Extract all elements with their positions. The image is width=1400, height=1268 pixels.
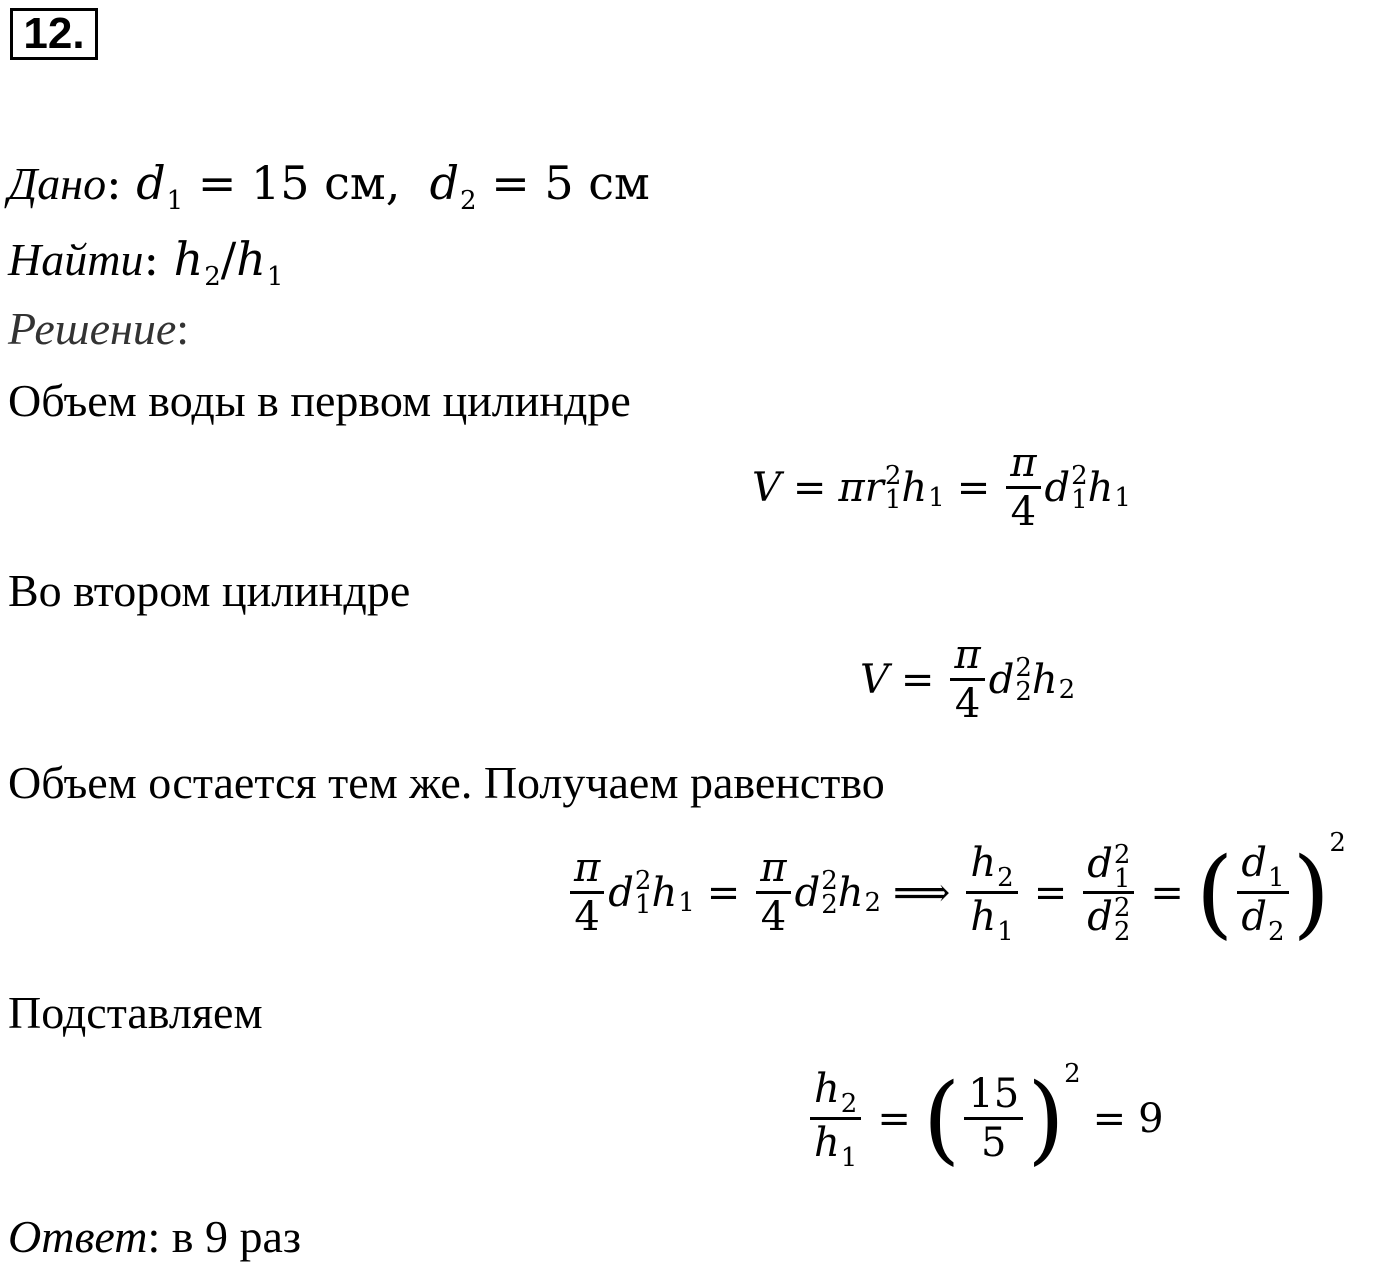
given-line: Дано: $d_1 = 15$ см, $d_2 = 5$ см — [8, 156, 650, 216]
solution-line: Решение: — [8, 303, 190, 354]
text-substitute: Подставляем — [8, 987, 263, 1038]
problem-number: 12. — [10, 8, 98, 60]
answer-label: Ответ — [8, 1211, 148, 1262]
solution-label: Решение — [8, 303, 177, 354]
given-d2: 5 см — [544, 156, 650, 210]
given-label: Дано — [8, 158, 107, 209]
given-d1: 15 см — [251, 156, 386, 210]
formula-volume-second: V = $\frac{\pi}{4}$ d 2 2 h 2 — [860, 632, 1076, 727]
formula-substitution: $\frac{h_2}{h_1}$ = ( $\frac{15}{5}$ ) 2 = 9 — [806, 1066, 1164, 1171]
find-label: Найти — [8, 234, 144, 285]
answer-line: Ответ: в 9 раз — [8, 1211, 302, 1262]
formula-volume-first: V = πr 2 1 h 1 = $\frac{\pi}{4}$ d 2 1 h 1 — [752, 440, 1131, 535]
find-line: Найти: $h_2/h_1$ — [8, 232, 284, 292]
text-first-cylinder: Объем воды в первом цилиндре — [8, 375, 631, 426]
substitution-denominator: 5 — [981, 1120, 1007, 1166]
text-second-cylinder: Во втором цилиндре — [8, 565, 411, 616]
substitution-result: 9 — [1138, 1095, 1164, 1142]
formula-equality: $\frac{\pi}{4}$ d 2 1 h 1 = $\frac{\pi}{4}$ d 2 2 h 2 ⟹ $\frac{h_2}{h_1}$ = d 2 1 d 2 2 = ( $\frac{d_1}{d_2}$ ) 2 — [566, 840, 1330, 945]
answer-value: в 9 раз — [171, 1211, 302, 1262]
substitution-numerator: 15 — [968, 1071, 1020, 1117]
text-same-volume: Объем остается тем же. Получаем равенство — [8, 757, 885, 808]
